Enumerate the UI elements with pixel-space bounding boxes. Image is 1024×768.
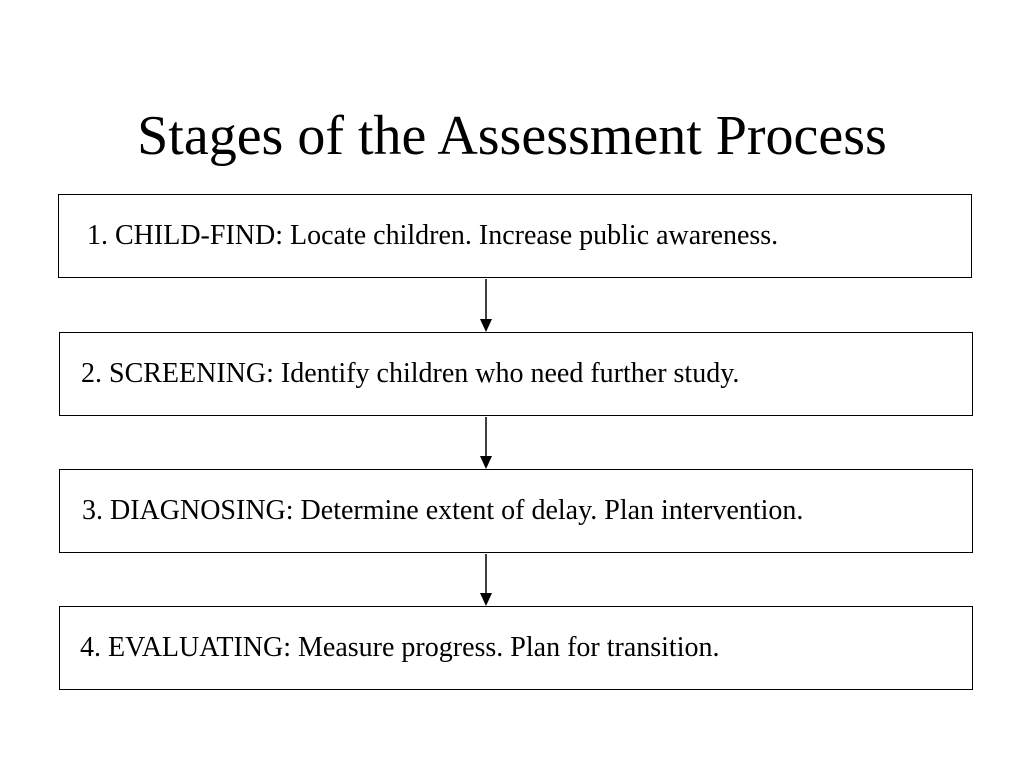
down-arrow-icon (478, 279, 494, 332)
slide-title: Stages of the Assessment Process (137, 105, 887, 167)
down-arrow-icon (478, 417, 494, 469)
stage-label: 1. CHILD-FIND: Locate children. Increase public awareness. (87, 220, 779, 251)
stage-box-child-find (58, 194, 972, 278)
stage-box-diagnosing (59, 469, 973, 553)
stage-box-evaluating (59, 606, 973, 690)
down-arrow-icon (478, 554, 494, 606)
stage-label: 2. SCREENING: Identify children who need further study. (81, 358, 740, 389)
stage-label: 3. DIAGNOSING: Determine extent of delay. Plan intervention. (82, 495, 804, 526)
stage-box-screening (59, 332, 973, 416)
stage-label: 4. EVALUATING: Measure progress. Plan for transition. (80, 632, 720, 663)
